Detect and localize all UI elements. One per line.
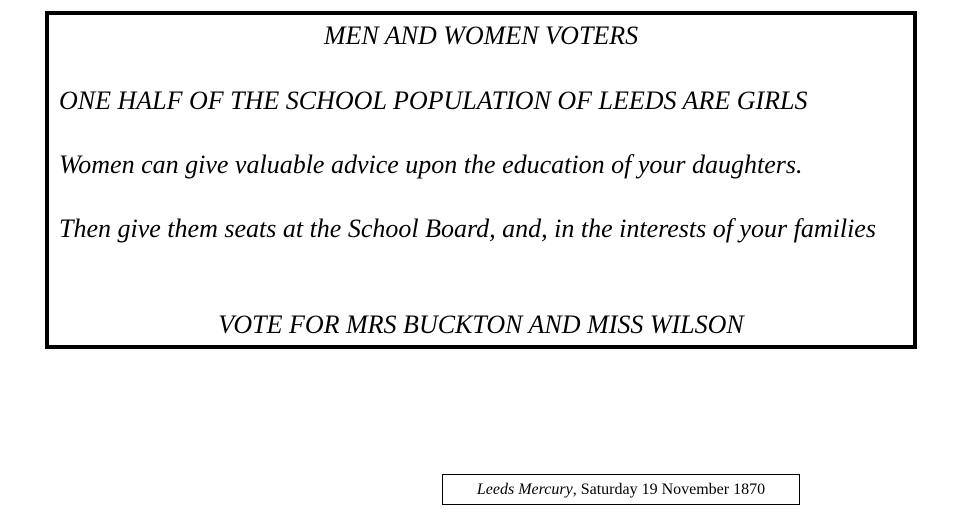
election-notice-box [45,11,917,349]
notice-heading: MEN AND WOMEN VOTERS [323,21,639,50]
citation-publication: Leeds Mercury [476,481,573,498]
source-citation [442,474,800,505]
notice-line-population: ONE HALF OF THE SCHOOL POPULATION OF LEEDS ARE GIRLS [59,86,808,115]
notice-line-seats: Then give them seats at the School Board, and, in the interests of your families [59,214,876,243]
notice-closing: VOTE FOR MRS BUCKTON AND MISS WILSON [218,310,744,339]
notice-line-advice: Women can give valuable advice upon the education of your daughters. [59,150,803,179]
citation-date: , Saturday 19 November 1870 [572,481,766,498]
